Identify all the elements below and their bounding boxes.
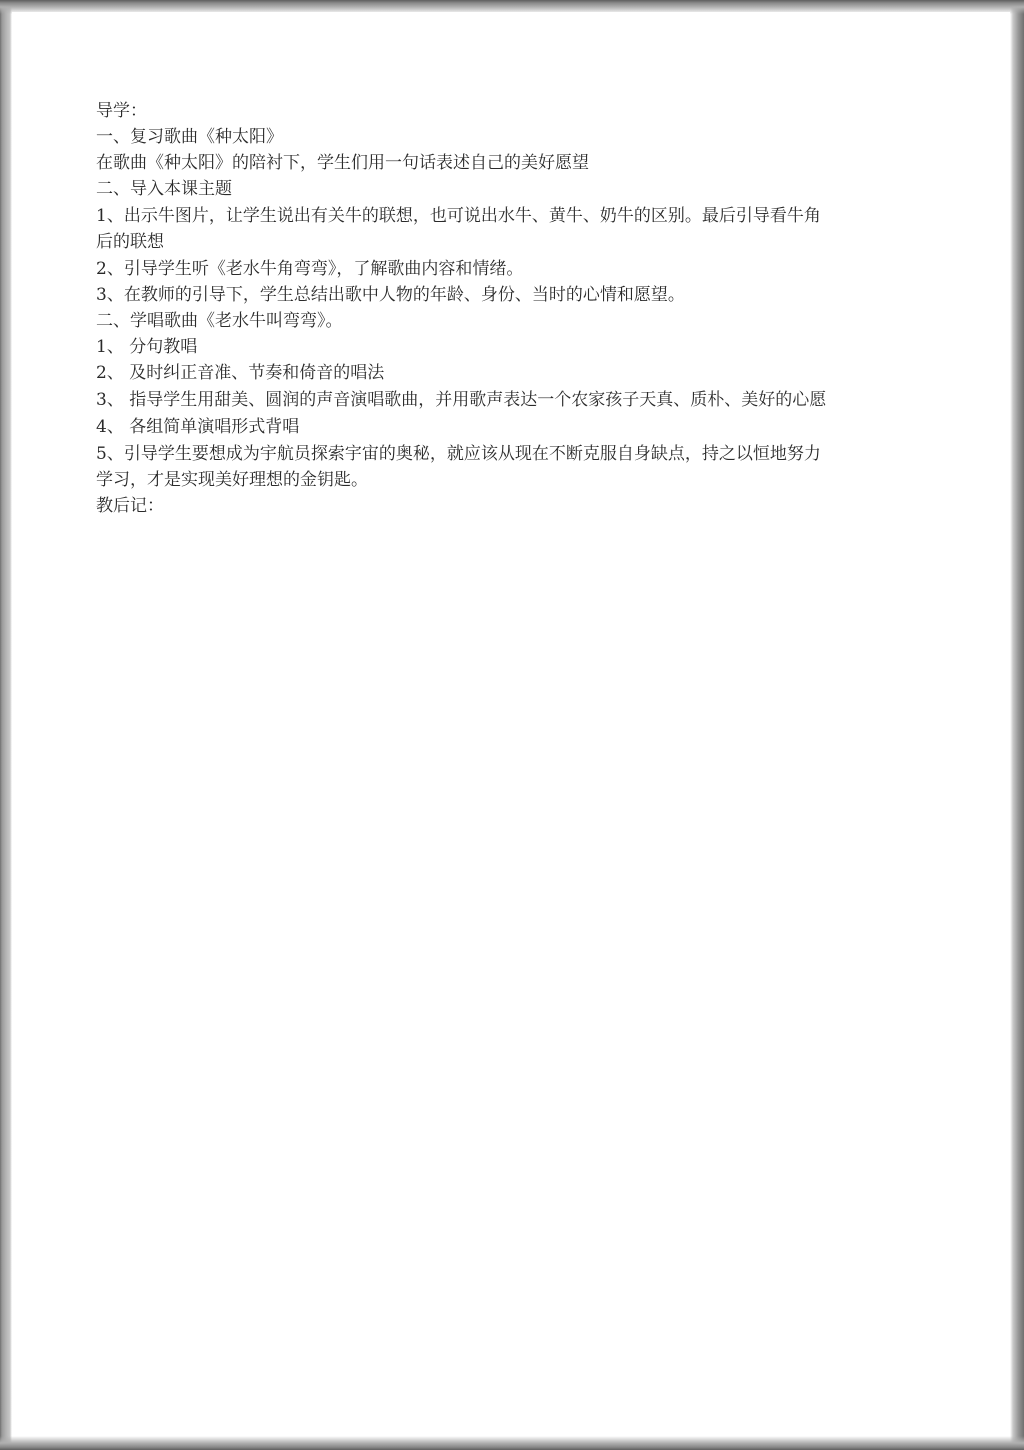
list-item: 2、 及时纠正音准、节奏和倚音的唱法 xyxy=(96,363,385,383)
list-item: 5、引导学生要想成为宇航员探索宇宙的奥秘，就应该从现在不断克服自身缺点，持之以恒地努力学习，才是实现美好理想的金钥匙。 xyxy=(96,444,821,490)
section-heading-notes: 教后记： xyxy=(96,496,164,516)
section-heading-guide: 导学： xyxy=(96,101,147,121)
section-heading-intro: 二、导入本课主题 xyxy=(96,179,232,199)
list-item: 1、出示牛图片，让学生说出有关牛的联想，也可说出水牛、黄牛、奶牛的区别。最后引导看牛角后的联想 xyxy=(96,206,821,252)
section-heading-review: 一、复习歌曲《种太阳》 xyxy=(96,127,283,147)
list-item: 1、 分句教唱 xyxy=(96,337,198,357)
list-item: 4、 各组简单演唱形式背唱 xyxy=(96,417,300,437)
document-body xyxy=(96,98,836,519)
paragraph: 在歌曲《种太阳》的陪衬下，学生们用一句话表述自己的美好愿望 xyxy=(96,153,589,173)
section-heading-learn-song: 二、学唱歌曲《老水牛叫弯弯》。 xyxy=(96,311,343,331)
list-item: 3、在教师的引导下，学生总结出歌中人物的年龄、身份、当时的心情和愿望。 xyxy=(96,285,685,305)
document-page xyxy=(12,12,1010,1436)
list-item: 3、 指导学生用甜美、圆润的声音演唱歌曲，并用歌声表达一个农家孩子天真、质朴、美好的心愿 xyxy=(96,390,827,410)
list-item: 2、引导学生听《老水牛角弯弯》，了解歌曲内容和情绪。 xyxy=(96,259,524,279)
